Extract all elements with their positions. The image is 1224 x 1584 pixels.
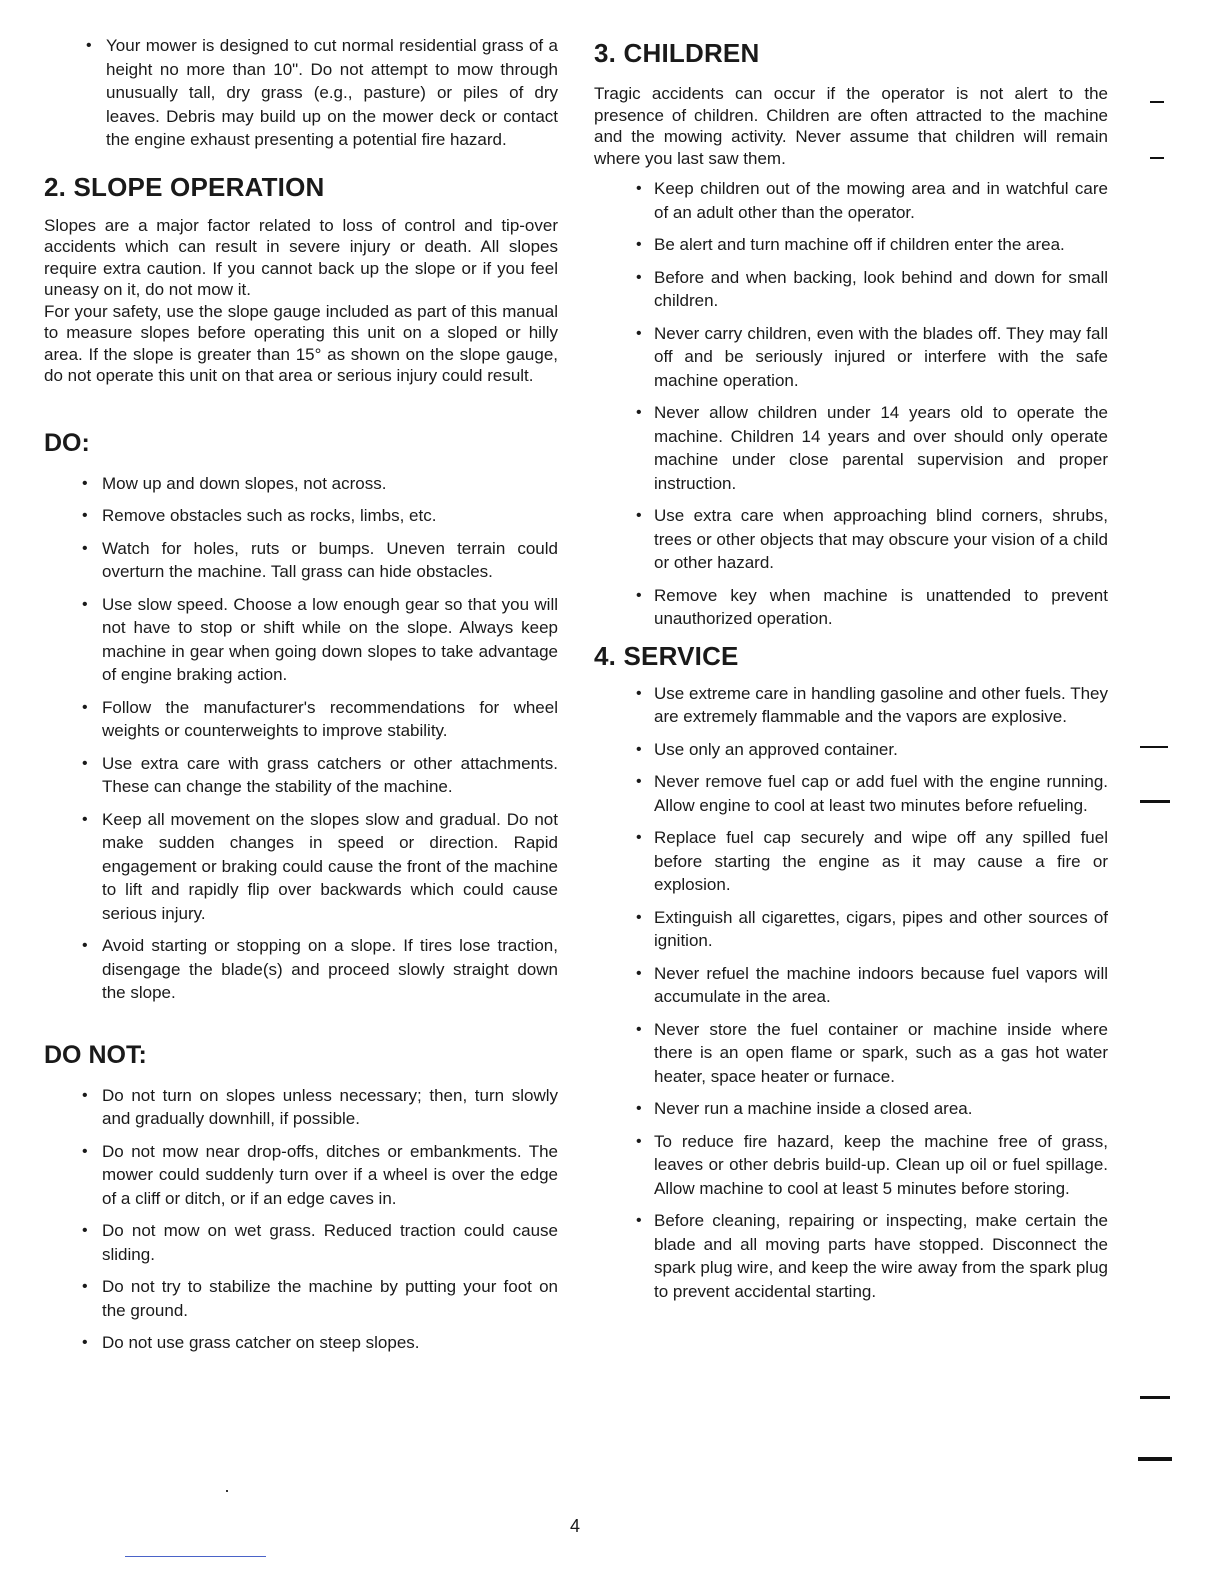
right-column	[594, 38, 1108, 1312]
do-list	[44, 472, 558, 1005]
margin-mark	[1140, 800, 1170, 803]
footer-rule	[125, 1556, 266, 1557]
list-item: • Do not use grass catcher on steep slopes.	[80, 1331, 558, 1355]
slope-paragraph-1: Slopes are a major factor related to loss of control and tip-over accidents which can result in severe injury or death. All slopes require extra caution. If you cannot back up the slope or if you feel uneasy on it, do not mow it.	[44, 215, 558, 299]
children-heading: 3. CHILDREN	[594, 38, 760, 68]
list-item: • Use only an approved container.	[634, 738, 1108, 762]
list-item: • Keep children out of the mowing area and in watchful care of an adult other than the operator.	[634, 177, 1108, 224]
list-item: • Never run a machine inside a closed area.	[634, 1097, 1108, 1121]
list-item: • Avoid starting or stopping on a slope. If tires lose traction, disengage the blade(s) and proceed slowly straight down the slope.	[80, 934, 558, 1005]
do-not-list	[44, 1084, 558, 1355]
list-item: • Follow the manufacturer's recommendations for wheel weights or counterweights to improve stability.	[80, 696, 558, 743]
service-heading: 4. SERVICE	[594, 640, 739, 671]
list-item: • Do not mow on wet grass. Reduced traction could cause sliding.	[80, 1219, 558, 1266]
list-item: • Do not mow near drop-offs, ditches or embankments. The mower could suddenly turn over if a wheel is over the edge of a cliff or ditch, or if an edge caves in.	[80, 1140, 558, 1211]
list-item: • Before cleaning, repairing or inspecting, make certain the blade and all moving parts have stopped. Disconnect the spark plug wire, and keep the wire away from the spark plug to prevent accidental starting.	[634, 1209, 1108, 1303]
list-item: • Do not turn on slopes unless necessary; then, turn slowly and gradually downhill, if possible.	[80, 1084, 558, 1131]
children-list	[594, 177, 1108, 631]
children-paragraph: Tragic accidents can occur if the operator is not alert to the presence of children. Children are often attracted to the machine and the mowing activity. Never assume that children will remain where you last saw them.	[594, 84, 1108, 168]
do-not-heading: DO NOT:	[44, 1040, 147, 1069]
list-item: • Replace fuel cap securely and wipe off any spilled fuel before starting the engine as it may cause a fire or explosion.	[634, 826, 1108, 897]
do-heading: DO:	[44, 428, 90, 457]
list-item: • Be alert and turn machine off if children enter the area.	[634, 233, 1108, 257]
intro-list	[44, 34, 558, 152]
service-list	[594, 682, 1108, 1304]
margin-mark	[1150, 157, 1164, 159]
list-item: • To reduce fire hazard, keep the machine free of grass, leaves or other debris build-up. Clean up oil or fuel spillage. Allow machine to cool at least 5 minutes before storing.	[634, 1130, 1108, 1201]
list-item: • Keep all movement on the slopes slow and gradual. Do not make sudden changes in speed or direction. Rapid engagement or braking could cause the front of the machine to lift and rapidly flip over backwards which could cause serious injury.	[80, 808, 558, 926]
left-column	[44, 34, 558, 1364]
list-item: • Do not try to stabilize the machine by putting your foot on the ground.	[80, 1275, 558, 1322]
list-item: • Watch for holes, ruts or bumps. Uneven terrain could overturn the machine. Tall grass can hide obstacles.	[80, 537, 558, 584]
list-item: • Use extreme care in handling gasoline and other fuels. They are extremely flammable and the vapors are explosive.	[634, 682, 1108, 729]
margin-mark	[1138, 1457, 1172, 1461]
margin-mark	[1150, 101, 1164, 103]
list-item: • Before and when backing, look behind and down for small children.	[634, 266, 1108, 313]
list-item: • Never remove fuel cap or add fuel with the engine running. Allow engine to cool at least two minutes before refueling.	[634, 770, 1108, 817]
list-item: • Extinguish all cigarettes, cigars, pipes and other sources of ignition.	[634, 906, 1108, 953]
margin-mark	[226, 1490, 228, 1492]
list-item: • Remove key when machine is unattended to prevent unauthorized operation.	[634, 584, 1108, 631]
slope-paragraph-2: For your safety, use the slope gauge included as part of this manual to measure slopes before operating this unit on a sloped or hilly area. If the slope is greater than 15° as shown on the slope gauge, do not operate this unit on that area or serious injury could result.	[44, 301, 558, 385]
list-item: • Never carry children, even with the blades off. They may fall off and be seriously injured or interfere with the safe machine operation.	[634, 322, 1108, 393]
slope-operation-heading: 2. SLOPE OPERATION	[44, 171, 325, 202]
list-item: • Use extra care with grass catchers or other attachments. These can change the stability of the machine.	[80, 752, 558, 799]
page-number: 4	[569, 1516, 580, 1536]
list-item: • Use slow speed. Choose a low enough gear so that you will not have to stop or shift while on the slope. Always keep machine in gear when going down slopes to take advantage of engine braking action.	[80, 593, 558, 687]
list-item: • Never refuel the machine indoors because fuel vapors will accumulate in the area.	[634, 962, 1108, 1009]
list-item: • Never allow children under 14 years old to operate the machine. Children 14 years and over should only operate machine under close parental supervision and proper instruction.	[634, 401, 1108, 495]
list-item: • Your mower is designed to cut normal residential grass of a height no more than 10". Do not attempt to mow through unusually tall, dry grass (e.g., pasture) or piles of dry leaves. Debris may build up on the mower deck or contact the engine exhaust presenting a potential fire hazard.	[84, 34, 558, 152]
list-item: • Remove obstacles such as rocks, limbs, etc.	[80, 504, 558, 528]
list-item: • Mow up and down slopes, not across.	[80, 472, 558, 496]
margin-mark	[1140, 1396, 1170, 1399]
list-item: • Never store the fuel container or machine inside where there is an open flame or spark, such as a gas hot water heater, space heater or furnace.	[634, 1018, 1108, 1089]
margin-mark	[1140, 746, 1168, 748]
list-item: • Use extra care when approaching blind corners, shrubs, trees or other objects that may obscure your vision of a child or other hazard.	[634, 504, 1108, 575]
